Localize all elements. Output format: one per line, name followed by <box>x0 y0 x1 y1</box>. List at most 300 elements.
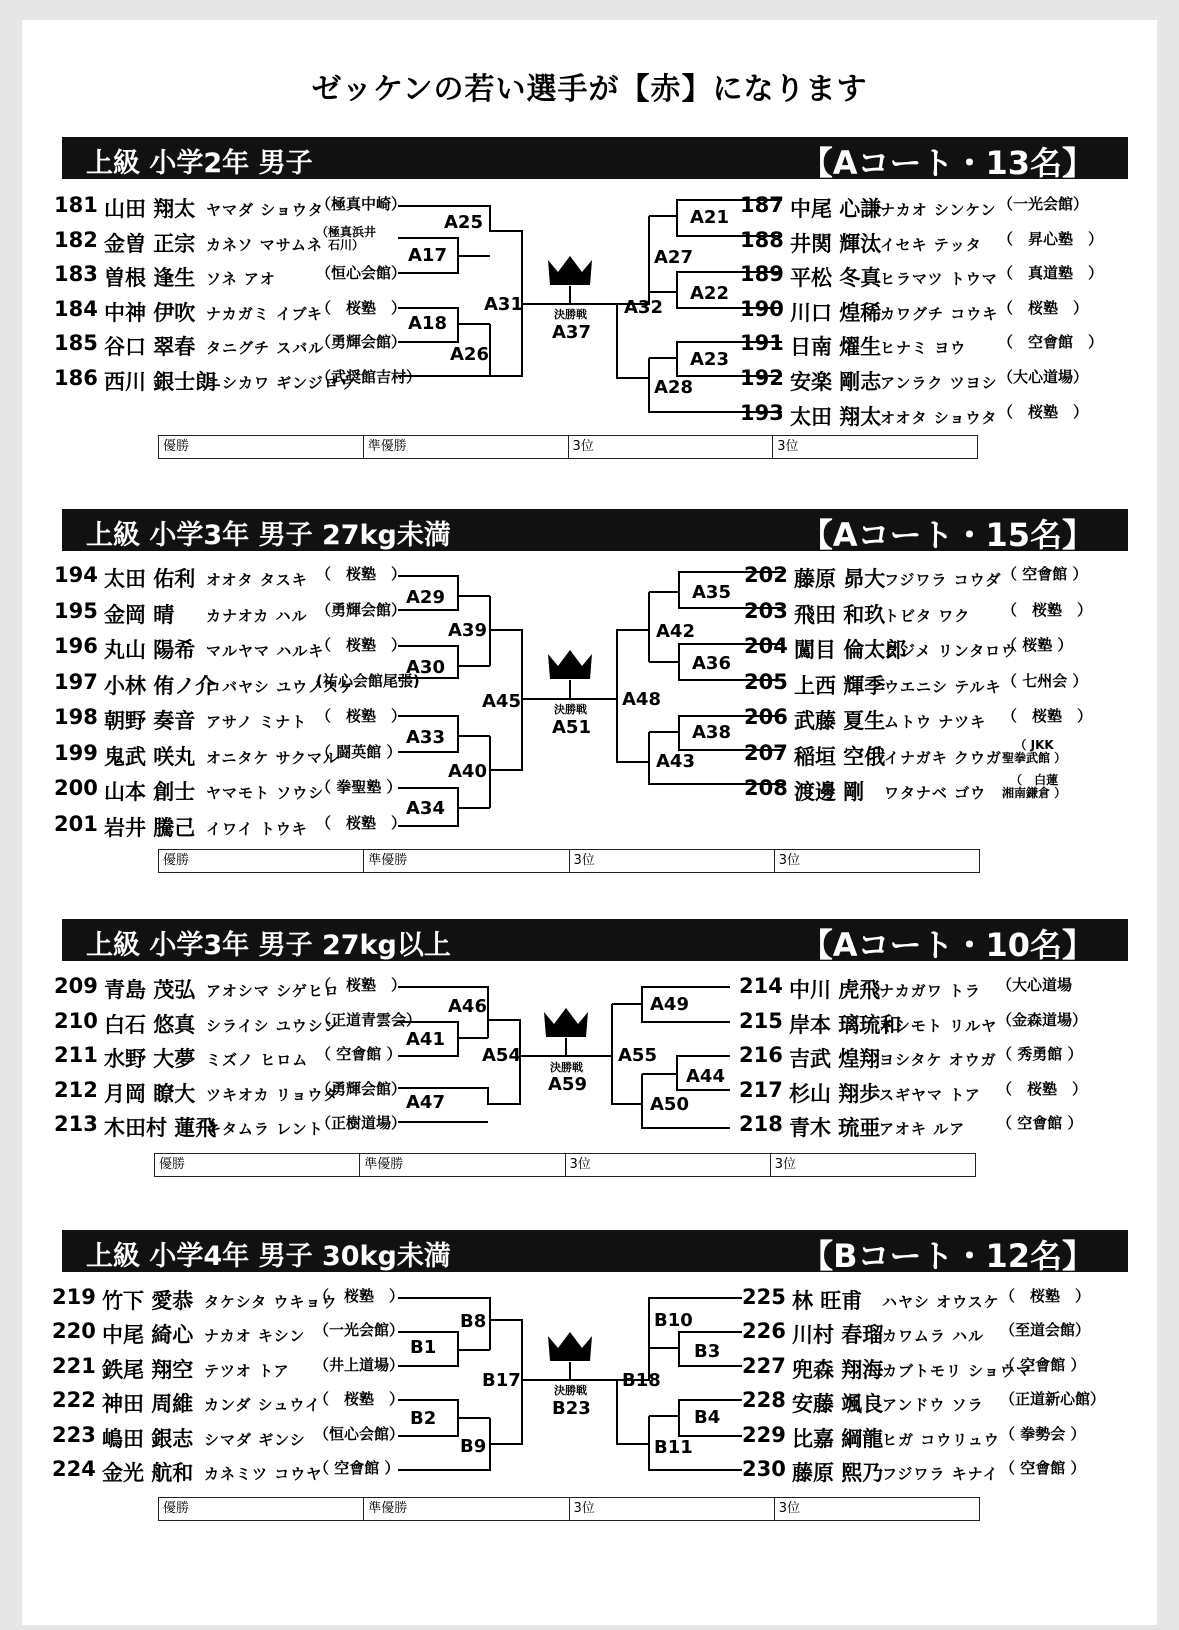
match-label: A18 <box>408 313 447 334</box>
player-kana: タケシタ ウキョウ <box>204 1293 338 1311</box>
match-label: A39 <box>448 620 487 641</box>
player-name: 兜森 翔海 <box>792 1358 884 1382</box>
player-entry <box>742 1422 1086 1452</box>
player-number: 226 <box>742 1319 786 1343</box>
player-number: 227 <box>742 1354 786 1378</box>
player-name: 曽根 逢生 <box>104 266 196 290</box>
result-champion: 優勝 <box>155 1154 360 1176</box>
player-dojo: (祐心会館尾張) <box>316 672 420 690</box>
match-label: A47 <box>406 1092 445 1113</box>
crown-icon <box>548 256 592 285</box>
player-dojo: （ JKK 聖拳武館 ） <box>1002 738 1067 765</box>
match-label: B10 <box>654 1310 693 1331</box>
player-number: 215 <box>739 1009 783 1033</box>
player-dojo: （ 空會館 ） <box>316 1045 402 1063</box>
player-entry <box>54 1042 402 1072</box>
player-kana: アオキ ルア <box>879 1120 966 1138</box>
player-kana: ソネ アオ <box>206 270 276 288</box>
match-label: A55 <box>618 1045 657 1066</box>
crown-icon <box>548 650 592 679</box>
player-name: 山本 創士 <box>104 780 196 804</box>
player-number: 194 <box>54 563 98 587</box>
player-entry <box>54 192 407 222</box>
final-caption: 決勝戦 <box>554 1384 587 1397</box>
player-name: 鉄尾 翔空 <box>102 1358 194 1382</box>
player-number: 228 <box>742 1388 786 1412</box>
player-kana: ヨシタケ オウガ <box>879 1051 997 1069</box>
player-kana: オオタ タスキ <box>206 571 308 589</box>
match-label: A17 <box>408 245 447 266</box>
player-name: 金曽 正宗 <box>104 232 196 256</box>
player-entry <box>744 740 1084 770</box>
player-dojo: （大心道場 <box>997 976 1073 994</box>
page-title: ゼッケンの若い選手が【赤】になります <box>311 72 868 107</box>
player-number: 204 <box>744 634 788 658</box>
player-number: 202 <box>744 563 788 587</box>
player-number: 201 <box>54 812 98 836</box>
player-entry <box>54 227 394 257</box>
player-dojo: （ 空會館 ） <box>998 333 1104 351</box>
court-label: 【Bコート・12名】 <box>801 1237 1094 1275</box>
player-dojo: （ 闘英館 ） <box>316 743 402 761</box>
player-name: 川村 春瑠 <box>792 1323 884 1347</box>
match-label: B9 <box>460 1436 487 1457</box>
player-kana: ニシカワ ギンジロウ <box>206 374 356 392</box>
player-dojo: （ 真道塾 ） <box>998 264 1104 282</box>
result-third: 3位 <box>570 1498 775 1520</box>
player-number: 185 <box>54 331 98 355</box>
player-name: 比嘉 綱龍 <box>792 1427 884 1451</box>
player-number: 225 <box>742 1285 786 1309</box>
player-name: 白石 悠真 <box>104 1013 196 1037</box>
player-dojo: （ 秀勇館 ） <box>997 1045 1083 1063</box>
player-entry <box>52 1387 405 1417</box>
player-dojo: （ 桜塾 ） <box>314 1287 405 1305</box>
player-dojo: （ 桜塾 ） <box>1000 1287 1091 1305</box>
player-number: 188 <box>740 228 784 252</box>
player-number: 206 <box>744 705 788 729</box>
player-dojo: （極真浜井 石川） <box>316 225 377 252</box>
player-entry <box>54 562 407 592</box>
player-name: 中尾 綺心 <box>102 1323 194 1347</box>
player-entry <box>739 1077 1088 1107</box>
player-name: 武藤 夏生 <box>794 709 886 733</box>
player-kana: ナカオ キシン <box>204 1327 306 1345</box>
player-entry <box>54 598 407 628</box>
player-dojo: （一光会館） <box>314 1321 405 1339</box>
result-third: 3位 <box>570 850 775 872</box>
player-name: 神田 周維 <box>102 1392 194 1416</box>
player-number: 213 <box>54 1112 98 1136</box>
player-entry <box>54 669 420 699</box>
player-name: 吉武 煌翔 <box>789 1047 881 1071</box>
player-kana: カワグチ コウキ <box>880 305 999 323</box>
player-number: 224 <box>52 1457 96 1481</box>
player-kana: ワタナベ ゴウ <box>884 784 987 802</box>
player-entry <box>52 1456 400 1486</box>
match-label: A28 <box>654 377 693 398</box>
player-kana: カブトモリ ショウマ <box>882 1362 1032 1380</box>
player-kana: イセキ テッタ <box>880 236 982 254</box>
player-entry <box>742 1284 1091 1314</box>
player-kana: オオタ ショウタ <box>880 409 998 427</box>
player-entry <box>54 365 422 395</box>
player-name: 川口 煌稀 <box>790 301 882 325</box>
player-kana: ヒラマツ トウマ <box>880 270 998 288</box>
match-label: B11 <box>654 1437 693 1458</box>
match-label: A54 <box>482 1045 521 1066</box>
player-number: 192 <box>740 366 784 390</box>
result-champion: 優勝 <box>159 436 364 458</box>
player-kana: アサノ ミナト <box>206 713 308 731</box>
player-number: 182 <box>54 228 98 252</box>
player-kana: ヤマダ ショウタ <box>206 201 324 219</box>
match-label: A22 <box>690 283 729 304</box>
player-entry <box>744 669 1088 699</box>
player-entry <box>52 1353 405 1383</box>
player-kana: テツオ トア <box>204 1362 290 1380</box>
result-champion: 優勝 <box>159 1498 364 1520</box>
player-entry <box>54 1008 422 1038</box>
player-entry <box>740 400 1089 430</box>
match-label: A40 <box>448 761 487 782</box>
player-number: 200 <box>54 776 98 800</box>
player-dojo: （ 七州会 ） <box>1002 672 1088 690</box>
player-name: 太田 佑利 <box>104 567 196 591</box>
player-entry <box>739 1111 1083 1141</box>
bracket-sheet <box>22 20 1157 1625</box>
match-label: A49 <box>650 994 689 1015</box>
match-label: B18 <box>622 1370 661 1391</box>
result-third: 3位 <box>569 436 774 458</box>
player-dojo: （ 空會館 ） <box>1000 1459 1086 1477</box>
player-entry <box>744 704 1093 734</box>
match-label: A21 <box>690 207 729 228</box>
player-number: 216 <box>739 1043 783 1067</box>
match-label: A44 <box>686 1066 725 1087</box>
player-dojo: （ 拳聖塾 ） <box>316 778 402 796</box>
player-name: 藤原 昴大 <box>794 567 886 591</box>
player-name: 岩井 騰己 <box>104 816 196 840</box>
match-label: A31 <box>484 294 523 315</box>
player-number: 219 <box>52 1285 96 1309</box>
player-number: 212 <box>54 1078 98 1102</box>
player-dojo: （ 桜塾 ） <box>1002 636 1073 654</box>
match-label: A34 <box>406 798 445 819</box>
player-number: 222 <box>52 1388 96 1412</box>
player-kana: タニグチ スバル <box>206 339 325 357</box>
player-number: 195 <box>54 599 98 623</box>
player-name: 丸山 陽希 <box>104 638 196 662</box>
player-kana: ウエニシ テルキ <box>884 678 1002 696</box>
player-kana: カネミツ コウヤ <box>204 1465 323 1483</box>
player-dojo: （正道青雲会） <box>316 1011 422 1029</box>
match-label: B8 <box>460 1311 487 1332</box>
player-dojo: （ 桜塾 ） <box>316 976 407 994</box>
player-name: 金岡 晴 <box>104 603 175 627</box>
player-number: 205 <box>744 670 788 694</box>
player-kana: シライシ ユウシン <box>206 1017 340 1035</box>
result-runner-up: 準優勝 <box>360 1154 565 1176</box>
player-name: 嶋田 銀志 <box>102 1427 194 1451</box>
player-dojo: （正樹道場） <box>316 1114 407 1132</box>
player-name: 杉山 翔歩 <box>789 1082 881 1106</box>
player-kana: オニタケ サクマル <box>206 749 340 767</box>
player-entry <box>54 1111 407 1141</box>
player-kana: ツキオカ リョウタ <box>206 1086 340 1104</box>
player-kana: イワイ トウキ <box>206 820 308 838</box>
final-match: A51 <box>552 717 591 738</box>
court-label: 【Aコート・15名】 <box>800 516 1094 554</box>
player-name: 安藤 颯良 <box>792 1392 884 1416</box>
player-dojo: （ 桜塾 ） <box>316 299 407 317</box>
player-entry <box>740 296 1089 326</box>
match-label: A27 <box>654 247 693 268</box>
player-dojo: （至道会館） <box>1000 1321 1091 1339</box>
crown-icon <box>548 1332 592 1361</box>
result-third: 3位 <box>774 1157 797 1172</box>
player-dojo: （ 桜塾 ） <box>316 707 407 725</box>
player-entry <box>54 261 407 291</box>
player-name: 小林 侑ノ介 <box>104 674 217 698</box>
player-entry <box>744 598 1093 628</box>
player-name: 渡邊 剛 <box>794 780 865 804</box>
player-dojo: （ 桜塾 ） <box>314 1390 405 1408</box>
player-kana: ヒガ コウリュウ <box>882 1431 1000 1449</box>
player-name: 中川 虎飛 <box>789 978 881 1002</box>
player-number: 207 <box>744 741 788 765</box>
player-number: 187 <box>740 193 784 217</box>
player-entry <box>740 330 1104 360</box>
player-number: 190 <box>740 297 784 321</box>
player-dojo: （正道新心館） <box>1000 1390 1106 1408</box>
match-label: A50 <box>650 1094 689 1115</box>
player-name: 上西 輝季 <box>794 674 886 698</box>
player-entry <box>742 1387 1106 1417</box>
match-label: A42 <box>656 621 695 642</box>
player-dojo: （ 空會館 ） <box>997 1114 1083 1132</box>
player-name: 朝野 奏音 <box>104 709 196 733</box>
player-dojo: （ 桜塾 ） <box>316 636 407 654</box>
player-kana: ナカガワ トラ <box>879 982 981 1000</box>
player-entry <box>742 1318 1091 1348</box>
player-name: 飛田 和玖 <box>794 603 886 627</box>
player-entry <box>54 973 407 1003</box>
result-runner-up: 準優勝 <box>364 850 569 872</box>
player-number: 220 <box>52 1319 96 1343</box>
match-label: A43 <box>656 751 695 772</box>
player-number: 221 <box>52 1354 96 1378</box>
player-name: 谷口 翠春 <box>104 335 196 359</box>
player-kana: ムトウ ナツキ <box>884 713 987 731</box>
player-kana: ナカオ シンケン <box>880 201 997 219</box>
player-number: 186 <box>54 366 98 390</box>
player-number: 229 <box>742 1423 786 1447</box>
match-label: A29 <box>406 587 445 608</box>
player-entry <box>52 1318 405 1348</box>
player-kana: フジワラ コウダ <box>884 571 1002 589</box>
player-kana: カネソ マサムネ <box>206 236 324 254</box>
player-kana: アンラク ツヨシ <box>880 374 998 392</box>
player-name: 西川 銀士朗 <box>104 370 217 394</box>
player-kana: イナガキ クウガ <box>884 749 1002 767</box>
player-name: 月岡 瞭大 <box>104 1082 196 1106</box>
player-entry <box>54 775 402 805</box>
player-kana: トビタ ワク <box>884 607 971 625</box>
match-label: A35 <box>692 582 731 603</box>
division-title: 上級 小学3年 男子 27kg以上 <box>86 930 451 961</box>
player-kana: カンダ シュウイ <box>204 1396 321 1414</box>
player-dojo: （井上道場） <box>314 1356 405 1374</box>
player-entry <box>54 811 407 841</box>
player-kana: マルヤマ ハルキ <box>206 642 325 660</box>
division-title: 上級 小学2年 男子 <box>86 148 313 179</box>
player-entry <box>52 1284 405 1314</box>
player-name: 金光 航和 <box>102 1461 194 1485</box>
player-dojo: （一光会館） <box>998 195 1089 213</box>
player-entry <box>739 1008 1088 1038</box>
final-caption: 決勝戦 <box>550 1061 583 1074</box>
match-label: A41 <box>406 1029 445 1050</box>
match-label: A32 <box>624 297 663 318</box>
player-number: 210 <box>54 1009 98 1033</box>
division-title: 上級 小学4年 男子 30kg未満 <box>86 1241 451 1272</box>
player-kana: キタムラ レント <box>206 1120 324 1138</box>
result-third: 3位 <box>778 1501 801 1516</box>
player-kana: ハヤシ オウスケ <box>882 1293 1000 1311</box>
player-kana: キシモト リルヤ <box>879 1017 998 1035</box>
player-number: 208 <box>744 776 788 800</box>
player-number: 217 <box>739 1078 783 1102</box>
player-number: 230 <box>742 1457 786 1481</box>
player-dojo: （ 桜塾 ） <box>997 1080 1088 1098</box>
player-name: 平松 冬真 <box>790 266 882 290</box>
player-dojo: （ 空會館 ） <box>1000 1356 1086 1374</box>
final-match: A59 <box>548 1074 587 1095</box>
player-name: 竹下 愛恭 <box>102 1289 194 1313</box>
player-number: 191 <box>740 331 784 355</box>
player-name: 安楽 剛志 <box>790 370 882 394</box>
match-label: A23 <box>690 349 729 370</box>
player-name: 鬼武 咲丸 <box>104 745 196 769</box>
player-kana: シマダ ギンシ <box>204 1431 306 1449</box>
player-kana: スギヤマ トア <box>879 1086 981 1104</box>
player-dojo: （ 拳勢会 ） <box>1000 1425 1086 1443</box>
player-number: 223 <box>52 1423 96 1447</box>
player-kana: カナオカ ハル <box>206 607 308 625</box>
match-label: B17 <box>482 1370 521 1391</box>
player-number: 196 <box>54 634 98 658</box>
player-dojo: （ 桜塾 ） <box>998 299 1089 317</box>
player-dojo: （大心道場） <box>998 368 1089 386</box>
player-entry <box>54 1077 407 1107</box>
final-caption: 決勝戦 <box>554 308 587 321</box>
court-label: 【Aコート・10名】 <box>800 926 1094 964</box>
player-name: 稲垣 空俄 <box>794 745 886 769</box>
player-dojo: （ 桜塾 ） <box>1002 707 1093 725</box>
court-label: 【Aコート・13名】 <box>800 144 1094 182</box>
match-label: A36 <box>692 653 731 674</box>
final-match: B23 <box>552 1398 591 1419</box>
player-number: 209 <box>54 974 98 998</box>
player-dojo: （勇輝会館） <box>316 601 407 619</box>
match-label: A45 <box>482 691 521 712</box>
match-label: B1 <box>410 1337 437 1358</box>
player-entry <box>54 704 407 734</box>
match-label: B2 <box>410 1408 437 1429</box>
player-name: 闖目 倫太郎 <box>794 638 907 662</box>
player-name: 日南 燿生 <box>790 335 882 359</box>
player-dojo: （勇輝会館） <box>316 333 407 351</box>
player-entry <box>740 192 1089 222</box>
player-dojo: （ 白蓮 湘南鎌倉 ） <box>1002 773 1067 800</box>
player-entry <box>744 775 1084 805</box>
player-number: 198 <box>54 705 98 729</box>
player-number: 197 <box>54 670 98 694</box>
player-entry <box>739 1042 1083 1072</box>
match-label: B4 <box>694 1407 721 1428</box>
player-dojo: （ 桜塾 ） <box>316 814 407 832</box>
player-name: 中神 伊吹 <box>104 301 196 325</box>
player-number: 183 <box>54 262 98 286</box>
result-runner-up: 準優勝 <box>364 436 569 458</box>
player-kana: アオシマ シゲヒロ <box>206 982 340 1000</box>
player-dojo: （恒心会館） <box>314 1425 405 1443</box>
player-entry <box>54 633 407 663</box>
match-label: A25 <box>444 212 483 233</box>
player-kana: クジメ リンタロウ <box>884 642 1018 660</box>
player-dojo: （極真中崎） <box>316 195 407 213</box>
player-name: 林 旺甫 <box>792 1289 863 1313</box>
player-dojo: （ 桜塾 ） <box>316 565 407 583</box>
player-kana: コバヤシ ユウノスケ <box>206 678 356 696</box>
player-dojo: （武奨館吉村） <box>316 368 422 386</box>
player-dojo: （ 昇心塾 ） <box>998 230 1104 248</box>
player-entry <box>52 1422 405 1452</box>
player-number: 203 <box>744 599 788 623</box>
player-name: 青島 茂弘 <box>104 978 196 1002</box>
final-caption: 決勝戦 <box>554 703 587 716</box>
player-kana: アンドウ ソラ <box>882 1396 984 1414</box>
player-entry <box>54 740 402 770</box>
player-number: 199 <box>54 741 98 765</box>
player-dojo: （ 桜塾 ） <box>998 403 1089 421</box>
match-label: A38 <box>692 722 731 743</box>
player-name: 中尾 心謙 <box>790 197 882 221</box>
division-title: 上級 小学3年 男子 27kg未満 <box>86 520 451 551</box>
player-name: 木田村 蓮飛 <box>104 1116 217 1140</box>
player-kana: カワムラ ハル <box>882 1327 985 1345</box>
match-label: B3 <box>694 1341 721 1362</box>
player-dojo: （恒心会館） <box>316 264 407 282</box>
player-entry <box>742 1456 1086 1486</box>
player-name: 藤原 熙乃 <box>792 1461 884 1485</box>
match-label: A48 <box>622 689 661 710</box>
player-number: 211 <box>54 1043 98 1067</box>
player-name: 山田 翔太 <box>104 197 196 221</box>
match-label: A33 <box>406 727 445 748</box>
match-label: A46 <box>448 996 487 1017</box>
player-entry <box>54 296 407 326</box>
crown-icon <box>544 1008 588 1037</box>
player-name: 青木 琉亜 <box>789 1116 881 1140</box>
player-number: 193 <box>740 401 784 425</box>
result-third: 3位 <box>566 1154 771 1176</box>
player-number: 218 <box>739 1112 783 1136</box>
player-entry <box>740 261 1104 291</box>
player-dojo: （ 桜塾 ） <box>1002 601 1093 619</box>
player-entry <box>739 973 1079 1003</box>
